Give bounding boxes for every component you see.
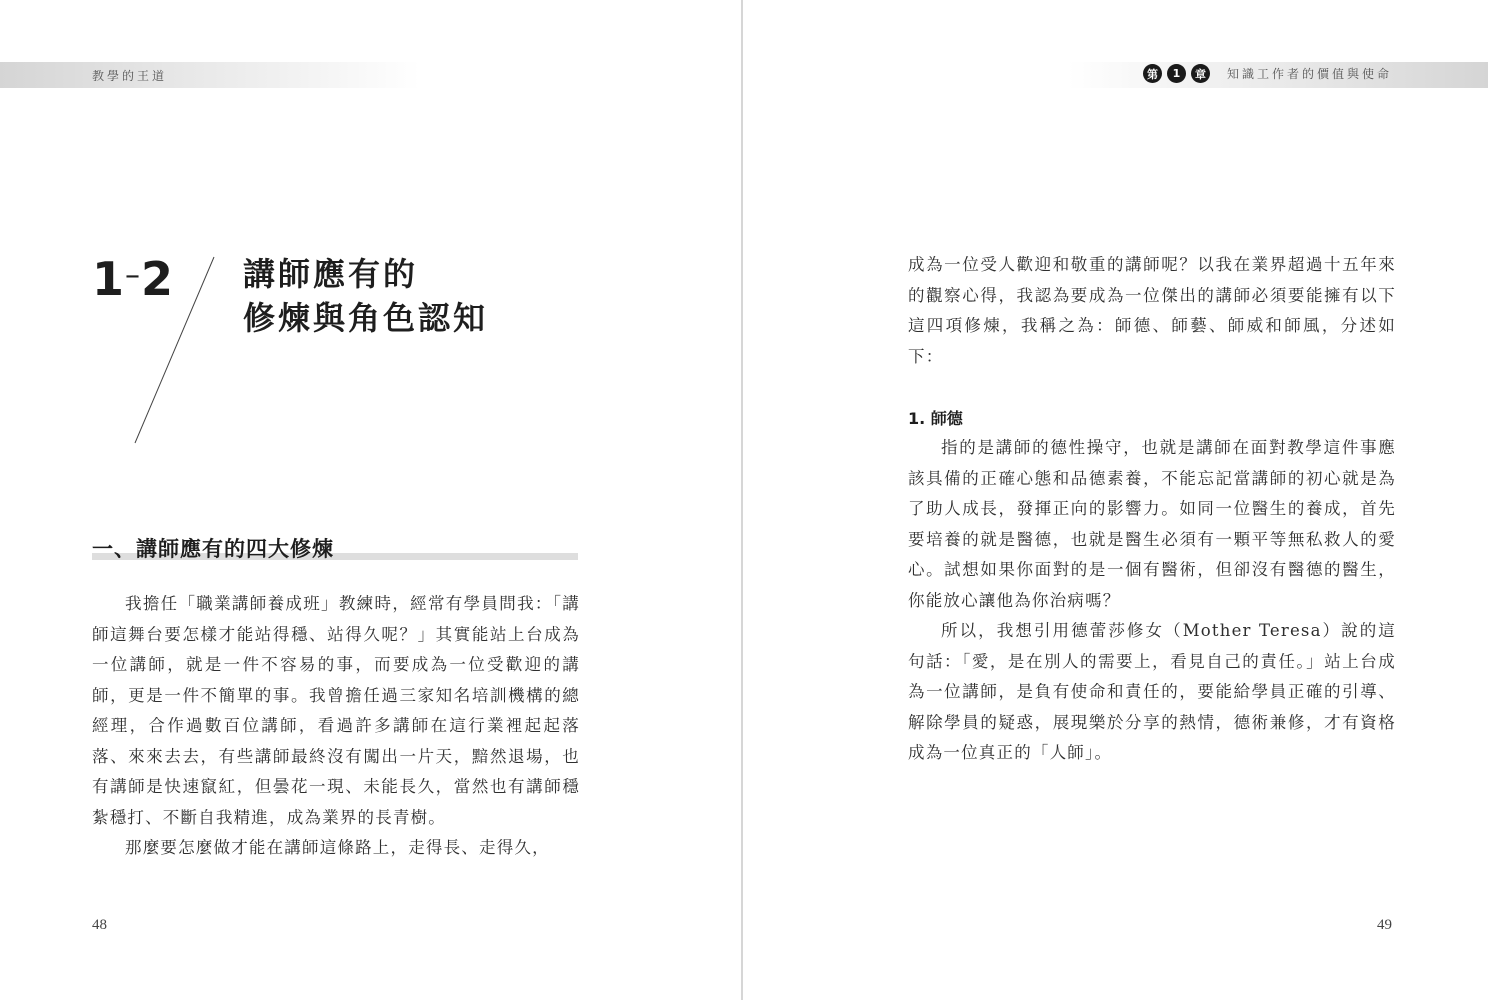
chapter-badge: 章	[1191, 64, 1210, 83]
subheading: 一、講師應有的四大修煉	[92, 537, 334, 561]
chapter-number-badge: 1	[1167, 64, 1186, 83]
slash-divider-icon	[130, 255, 220, 445]
book-gutter	[741, 0, 743, 1000]
right-intro-text	[908, 250, 1396, 372]
section-title-line-1: 講師應有的	[243, 255, 419, 293]
paragraph: 那麼要怎麼做才能在講師這條路上，走得長、走得久，	[125, 838, 550, 857]
page-number: 49	[1377, 917, 1392, 933]
chapter-badge: 第	[1143, 64, 1162, 83]
section-number-separator: –	[125, 258, 140, 293]
running-head-book-title: 教學的王道	[92, 69, 168, 83]
section-number-minor: 2	[141, 252, 173, 306]
item-heading: 1. 師德	[908, 409, 963, 428]
paragraph: 成為一位受人歡迎和敬重的講師呢？以我在業界超過十五年來的觀察心得，我認為要成為一位傑出的講師必須要能擁有以下這四項修煉，我稱之為：師德、師藝、師威和師風，分述如下：	[908, 255, 1396, 366]
subheading-block	[92, 533, 578, 563]
running-head-chapter	[1143, 64, 1392, 83]
header-band	[0, 62, 420, 88]
chapter-title: 知識工作者的價值與使命	[1226, 67, 1392, 81]
page-number: 48	[92, 917, 107, 933]
paragraph: 我擔任「職業講師養成班」教練時，經常有學員問我：「講師這舞台要怎樣才能站得穩、站得久呢？」其實能站上台成為一位講師，就是一件不容易的事，而要成為一位受歡迎的講師，更是一件不簡單的事。我曾擔任過三家知名培訓機構的總經理，合作過數百位講師，看過許多講師在這行業裡起起落落、來來去去，有些講師最終沒有闖出一片天，黯然退場，也有講師是快速竄紅，但曇花一現、未能長久，當然也有講師穩紮穩打、不斷自我精進，成為業界的長青樹。	[92, 594, 580, 827]
left-page	[0, 0, 742, 1000]
left-body-text	[92, 589, 580, 864]
section-title	[243, 252, 488, 340]
paragraph: 指的是講師的德性操守，也就是講師在面對教學這件事應該具備的正確心態和品德素養，不能忘記當講師的初心就是為了助人成長，發揮正向的影響力。如同一位醫生的養成，首先要培養的就是醫德，也就是醫生必須有一顆平等無私救人的愛心。試想如果你面對的是一個有醫術，但卻沒有醫德的醫生，你能放心讓他為你治病嗎？	[908, 438, 1396, 610]
paragraph: 所以，我想引用德蕾莎修女（Mother Teresa）說的這句話：「愛，是在別人的需要上，看見自己的責任。」站上台成為一位講師，是負有使命和責任的，要能給學員正確的引導、解除學員的疑惑，展現樂於分享的熱情，德術兼修，才有資格成為一位真正的「人師」。	[908, 621, 1396, 762]
section-number-major: 1	[92, 252, 124, 306]
section-title-line-2: 修煉與角色認知	[243, 299, 489, 337]
right-item-text	[908, 433, 1396, 769]
